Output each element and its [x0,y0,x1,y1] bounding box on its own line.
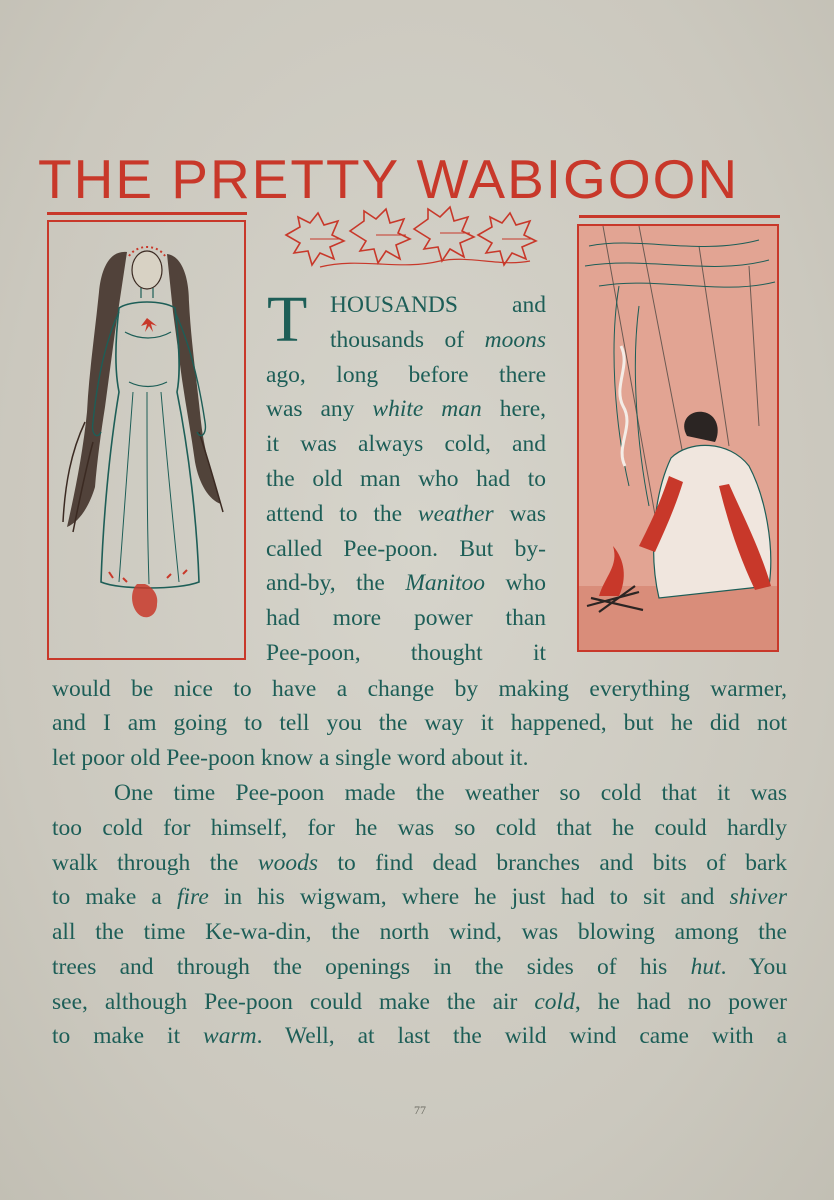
column-line-7 [266,533,546,566]
body-line-5 [52,811,787,846]
column-line-text: ago, long before there [266,362,546,388]
column-line-text: was [493,501,546,527]
column-line-text: the old man who had to [266,466,546,492]
italic-word: weather [417,501,494,527]
body-line-text: trees and through the openings in the sides of his [52,954,691,980]
column-line-10 [266,637,546,670]
body-line-text: One time Pee-poon made the weather so cold that it was [114,780,787,806]
body-line-text: too cold for himself, for he was so cold that he could hardly [52,815,787,841]
italic-word: woods [257,850,318,876]
left-title-rule [47,212,247,215]
old-man-figure [579,226,777,650]
body-line-11 [52,1019,787,1054]
body-line-text: see, although Pee-poon could make the air [52,989,535,1015]
body-line-6 [52,846,787,881]
body-line-text: , he had no power [574,989,787,1015]
page-number: 77 [414,1103,426,1117]
body-line-text: and I am going to tell you the way it happened, but he did not [52,710,787,736]
column-line-text: attend to the [266,501,418,527]
column-line-3 [266,393,546,426]
column-line-text: and-by, the [266,570,406,596]
column-line-text: who [485,570,546,596]
column-line-text: thousands of [330,327,485,353]
body-line-text: would be nice to have a change by making everything warmer, [52,676,787,702]
column-line-9 [266,602,546,635]
body-line-7 [52,880,787,915]
body-line-text: walk through the [52,850,258,876]
body-line-text: . You [720,954,787,980]
drop-cap: T [267,283,308,356]
maiden-figure [49,222,244,658]
column-line-text: called Pee-poon. But by- [266,536,546,562]
italic-word: hut [690,954,721,980]
body-line-text: to make it [52,1023,204,1049]
column-line-4 [266,428,546,461]
body-line-2 [52,706,787,741]
italic-word: fire [176,884,209,910]
column-line-text: here, [481,396,546,422]
body-line-text: in his wigwam, where he just had to sit and [208,884,730,910]
italic-word: shiver [729,884,787,910]
body-line-1 [52,672,787,707]
body-line-text: let poor old Pee-poon know a single word about it. [52,745,529,771]
column-line-text: it was always cold, and [266,431,546,457]
column-line-6 [266,498,546,531]
italic-word: Manitoo [405,570,485,596]
body-line-text: to make a [52,884,177,910]
body-line-3 [52,741,787,776]
column-line-text: HOUSANDS and [330,292,546,318]
body-line-10 [52,985,787,1020]
column-line-text: was any [266,396,373,422]
maple-leaf-ornament [280,205,542,273]
italic-word: white man [372,396,482,422]
column-line-text: had more power than [266,605,546,631]
body-line-8 [52,915,787,950]
maiden-illustration [47,220,246,660]
right-title-rule [579,215,780,218]
seated-old-man-by-fire-illustration [577,224,779,652]
body-line-text: all the time Ke-wa-din, the north wind, was blowing among the [52,919,787,945]
column-line-8 [266,567,546,600]
italic-word: moons [484,327,546,353]
column-line-5 [266,463,546,496]
column-line-text: Pee-poon, thought it [266,640,546,666]
column-line-1a [330,289,546,322]
body-line-9 [52,950,787,985]
body-line-text: . Well, at last the wild wind came with a [256,1023,787,1049]
italic-word: warm [203,1023,257,1049]
page-title: THE PRETTY WABIGOON [38,148,740,210]
body-line-4 [114,776,787,811]
column-line-2 [266,359,546,392]
body-line-text: to find dead branches and bits of bark [318,850,787,876]
column-line-1b [330,324,546,357]
italic-word: cold [534,989,575,1015]
